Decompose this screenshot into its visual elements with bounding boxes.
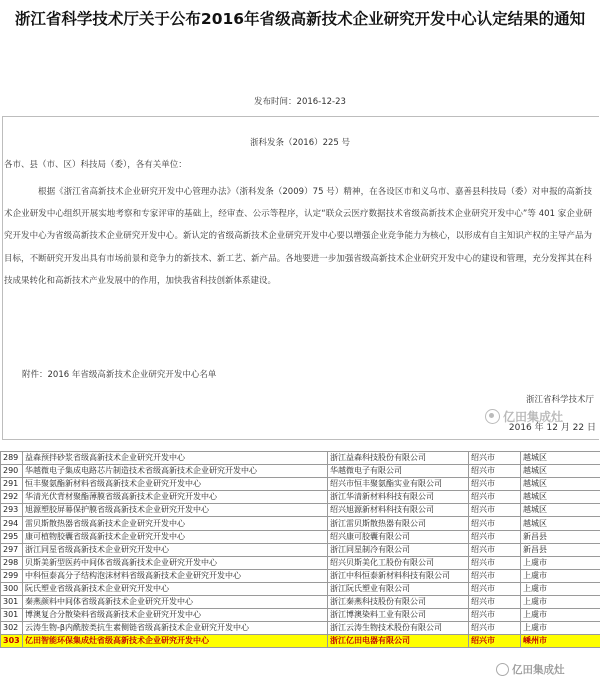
cell-city: 绍兴市 [469, 582, 521, 595]
issuer: 浙江省科学技术厅 [525, 395, 594, 405]
cell-city: 绍兴市 [469, 622, 521, 635]
cell-company: 浙江云涛生物技术股份有限公司 [328, 622, 469, 635]
cell-center: 华越微电子集成电路芯片制造技术省级高新技术企业研究开发中心 [23, 465, 328, 478]
cell-center: 旭源塑胶屏幕保护膜省级高新技术企业研究开发中心 [23, 504, 328, 517]
cell-city: 绍兴市 [469, 569, 521, 582]
watermark-text: 亿田集成灶 [503, 410, 564, 424]
table-row [1, 582, 600, 595]
table-row [1, 596, 600, 609]
cell-district: 越城区 [521, 452, 600, 465]
cell-company: 华越微电子有限公司 [328, 465, 469, 478]
cell-district: 新昌县 [521, 530, 600, 543]
cell-company: 浙江亿田电器有限公司 [328, 635, 469, 648]
cell-district: 越城区 [521, 504, 600, 517]
cell-company: 浙江益森科技股份有限公司 [328, 452, 469, 465]
table-row [1, 569, 600, 582]
wechat-icon [496, 663, 509, 676]
table-row [1, 556, 600, 569]
watermark-bottom-text: 亿田集成灶 [512, 664, 565, 676]
cell-num: 292 [1, 491, 23, 504]
cell-city: 绍兴市 [469, 452, 521, 465]
cell-city: 绍兴市 [469, 596, 521, 609]
cell-district: 越城区 [521, 517, 600, 530]
cell-num: 301 [1, 609, 23, 622]
table-row [1, 491, 600, 504]
cell-num: 297 [1, 543, 23, 556]
cell-district: 嵊州市 [521, 635, 600, 648]
cell-num: 299 [1, 569, 23, 582]
cell-district: 新昌县 [521, 543, 600, 556]
table-row [1, 452, 600, 465]
cell-district: 上虞市 [521, 622, 600, 635]
cell-city: 绍兴市 [469, 635, 521, 648]
table-row [1, 635, 600, 648]
cell-num: 302 [1, 622, 23, 635]
cell-company: 浙江同星制冷有限公司 [328, 543, 469, 556]
cell-num: 301 [1, 596, 23, 609]
cell-center: 浙江同星省级高新技术企业研究开发中心 [23, 543, 328, 556]
cell-num: 293 [1, 504, 23, 517]
table-row [1, 543, 600, 556]
wechat-icon [485, 409, 500, 424]
cell-city: 绍兴市 [469, 543, 521, 556]
center-list-table [0, 451, 600, 681]
cell-center: 云涛生物-β内酰胺类抗生素侧链省级高新技术企业研究开发中心 [23, 622, 328, 635]
page-title: 浙江省科学技术厅关于公布2016年省级高新技术企业研究开发中心认定结果的通知 [14, 10, 586, 28]
cell-center: 雷贝斯散热器省级高新技术企业研究开发中心 [23, 517, 328, 530]
cell-company: 浙江华清新材料科技有限公司 [328, 491, 469, 504]
watermark-bottom [496, 662, 565, 677]
cell-city: 绍兴市 [469, 491, 521, 504]
cell-center: 康可植物胶囊省级高新技术企业研究开发中心 [23, 530, 328, 543]
cell-center: 秦燕颜料中间体省级高新技术企业研究开发中心 [23, 596, 328, 609]
table-row [1, 609, 600, 622]
notice-body [4, 181, 592, 292]
cell-center: 贝斯美新型医药中间体省级高新技术企业研究开发中心 [23, 556, 328, 569]
table-row [1, 478, 600, 491]
cell-district: 上虞市 [521, 609, 600, 622]
cell-center: 中科恒泰高分子结构泡沫材料省级高新技术企业研究开发中心 [23, 569, 328, 582]
table-row [1, 504, 600, 517]
cell-district: 越城区 [521, 478, 600, 491]
publish-time: 发布时间：2016-12-23 [254, 97, 346, 107]
cell-city: 绍兴市 [469, 530, 521, 543]
cell-num: 295 [1, 530, 23, 543]
cell-company: 绍兴康可胶囊有限公司 [328, 530, 469, 543]
attachment-line: 附件：2016 年省级高新技术企业研究开发中心名单 [22, 370, 217, 380]
cell-company: 绍兴旭源新材料科技有限公司 [328, 504, 469, 517]
cell-num: 300 [1, 582, 23, 595]
table-row [1, 530, 600, 543]
cell-company: 浙江秦燕科技股份有限公司 [328, 596, 469, 609]
cell-center: 博澳复合分散染料省级高新技术企业研究开发中心 [23, 609, 328, 622]
cell-center: 亿田智能环保集成灶省级高新技术企业研究开发中心 [23, 635, 328, 648]
cell-company: 绍兴市恒丰聚氨酯实业有限公司 [328, 478, 469, 491]
table-row [1, 465, 600, 478]
cell-city: 绍兴市 [469, 609, 521, 622]
cell-num: 294 [1, 517, 23, 530]
cell-city: 绍兴市 [469, 478, 521, 491]
cell-city: 绍兴市 [469, 504, 521, 517]
cell-company: 浙江雷贝斯散热器有限公司 [328, 517, 469, 530]
cell-num: 298 [1, 556, 23, 569]
cell-company: 绍兴贝斯美化工股份有限公司 [328, 556, 469, 569]
cell-center: 恒丰聚氨酯新材料省级高新技术企业研究开发中心 [23, 478, 328, 491]
cell-company: 浙江中科恒泰新材料科技有限公司 [328, 569, 469, 582]
body-paragraph: 根据《浙江省高新技术企业研究开发中心管理办法》（浙科发条（2009）75 号）精神，在各设区市和义乌市、嘉善县科技局（委）对申报的高新技术企业研发中心组织开展实地考察和专家评审的基础上，经审查、公示等程序，认定“联众云医疗数据技术省级高新技术企业研究开发中心”等 401 家企业研究开发中心为省级高新技术企业研究开发中心。新认定的省级高新技术企业研究开发中心要以增强企业竞争能力为核心，以形成有自主知识产权的主导产品为目标，不断研究开发出具有市场前景和竞争力的新技术、新工艺、新产品。各地要进一步加强省级高新技术企业研究开发中心的建设和管理，充分发挥其在科技成果转化和高新技术产业发展中的作用，加快我省科技创新体系建设。 [4, 187, 592, 286]
table-row [1, 517, 600, 530]
cell-company: 浙江博澳染料工业有限公司 [328, 609, 469, 622]
cell-num: 290 [1, 465, 23, 478]
cell-num: 291 [1, 478, 23, 491]
cell-center: 华清光伏背材聚酯薄膜省级高新技术企业研究开发中心 [23, 491, 328, 504]
cell-center: 阮氏塑业省级高新技术企业研究开发中心 [23, 582, 328, 595]
cell-district: 上虞市 [521, 596, 600, 609]
cell-city: 绍兴市 [469, 465, 521, 478]
cell-num: 303 [1, 635, 23, 648]
cell-district: 上虞市 [521, 569, 600, 582]
cell-district: 上虞市 [521, 556, 600, 569]
cell-district: 越城区 [521, 491, 600, 504]
cell-num: 289 [1, 452, 23, 465]
table-row [1, 622, 600, 635]
cell-district: 越城区 [521, 465, 600, 478]
cell-city: 绍兴市 [469, 517, 521, 530]
cell-city: 绍兴市 [469, 556, 521, 569]
document-number: 浙科发条（2016）225 号 [249, 138, 351, 148]
cell-company: 浙江阮氏塑业有限公司 [328, 582, 469, 595]
cell-district: 上虞市 [521, 582, 600, 595]
cell-center: 益森预拌砂浆省级高新技术企业研究开发中心 [23, 452, 328, 465]
salutation: 各市、县（市、区）科技局（委），各有关单位： [4, 160, 187, 170]
issue-date: 2016 年 12 月 22 日 [508, 423, 596, 433]
